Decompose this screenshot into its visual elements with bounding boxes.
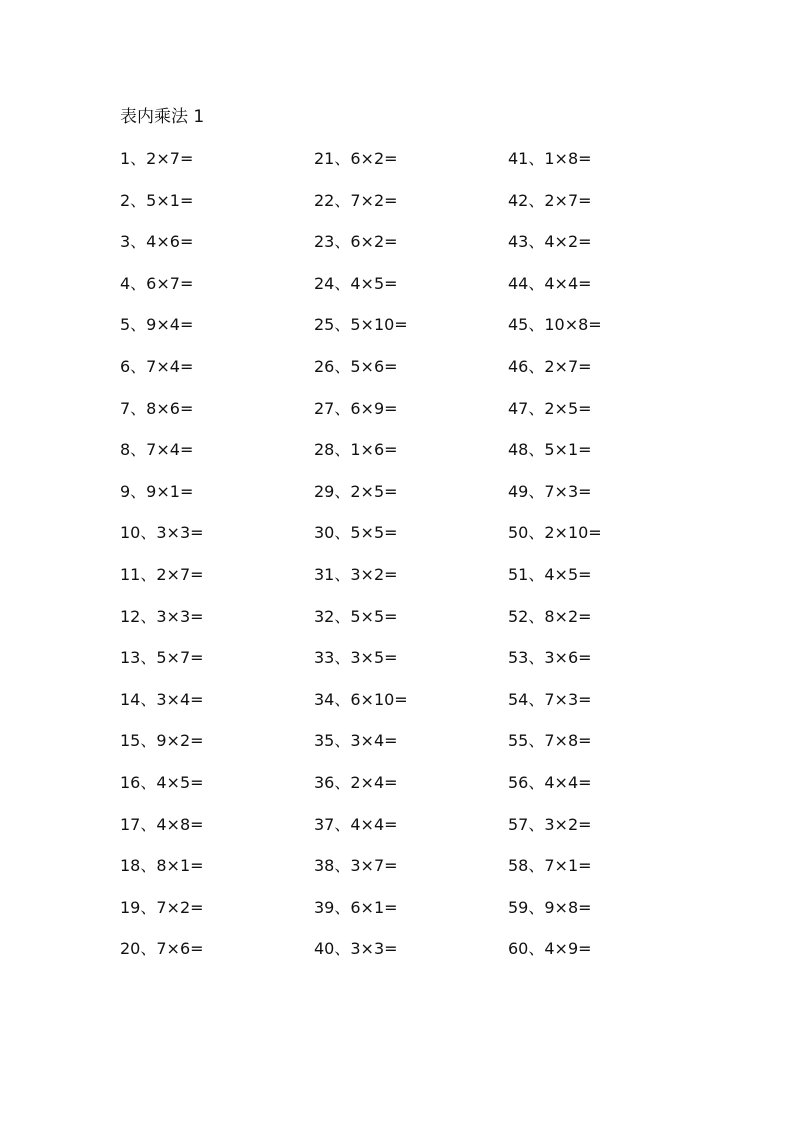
math-problem: 29、2×5= [314,481,398,501]
math-problem: 40、3×3= [314,939,398,959]
math-problem: 4、6×7= [120,273,194,293]
math-problem: 12、3×3= [120,606,204,626]
math-problem: 21、6×2= [314,149,398,168]
math-problem: 31、3×2= [314,564,398,584]
math-problem: 33、3×5= [314,648,398,668]
worksheet-title: 表内乘法 1 [120,107,205,127]
math-problem: 60、4×9= [508,939,592,959]
math-problem: 28、1×6= [314,440,398,460]
problem-column-1 [120,148,300,980]
math-problem: 22、7×2= [314,190,398,210]
math-problem: 51、4×5= [508,564,592,584]
math-problem: 16、4×5= [120,772,204,792]
math-problem: 34、6×10= [314,689,408,709]
math-problem: 48、5×1= [508,440,592,460]
math-problem: 37、4×4= [314,814,398,834]
math-problem: 42、2×7= [508,190,592,210]
math-problem: 18、8×1= [120,856,204,876]
math-problem: 25、5×10= [314,315,408,335]
math-problem: 11、2×7= [120,564,204,584]
math-problem: 56、4×4= [508,772,592,792]
math-problem: 1、2×7= [120,149,194,168]
math-problem: 9、9×1= [120,481,194,501]
math-problem: 57、3×2= [508,814,592,834]
math-problem: 3、4×6= [120,232,194,252]
math-problem: 43、4×2= [508,232,592,252]
math-problem: 38、3×7= [314,856,398,876]
math-problem: 5、9×4= [120,315,194,335]
math-problem: 54、7×3= [508,689,592,709]
math-problem: 50、2×10= [508,523,602,543]
math-problem: 6、7×4= [120,356,194,376]
math-problem: 53、3×6= [508,648,592,668]
math-problem: 15、9×2= [120,731,204,751]
problem-column-2 [314,148,494,980]
math-problem: 14、3×4= [120,689,204,709]
math-problem: 58、7×1= [508,856,592,876]
math-problem: 23、6×2= [314,232,398,252]
math-problem: 52、8×2= [508,606,592,626]
math-problem: 30、5×5= [314,523,398,543]
math-problem: 59、9×8= [508,897,592,917]
math-problem: 7、8×6= [120,398,194,418]
math-problem: 44、4×4= [508,273,592,293]
math-problem: 20、7×6= [120,939,204,959]
math-problem: 41、1×8= [508,149,592,168]
math-problem: 32、5×5= [314,606,398,626]
math-problem: 13、5×7= [120,648,204,668]
problem-column-3 [508,148,688,980]
math-problem: 46、2×7= [508,356,592,376]
math-problem: 27、6×9= [314,398,398,418]
math-problem: 2、5×1= [120,190,194,210]
math-problem: 19、7×2= [120,897,204,917]
math-problem: 36、2×4= [314,772,398,792]
math-problem: 8、7×4= [120,440,194,460]
math-problem: 47、2×5= [508,398,592,418]
math-problem: 26、5×6= [314,356,398,376]
math-problem: 24、4×5= [314,273,398,293]
math-problem: 17、4×8= [120,814,204,834]
math-problem: 39、6×1= [314,897,398,917]
math-problem: 10、3×3= [120,523,204,543]
math-problem: 49、7×3= [508,481,592,501]
math-problem: 55、7×8= [508,731,592,751]
math-problem: 35、3×4= [314,731,398,751]
math-problem: 45、10×8= [508,315,602,335]
